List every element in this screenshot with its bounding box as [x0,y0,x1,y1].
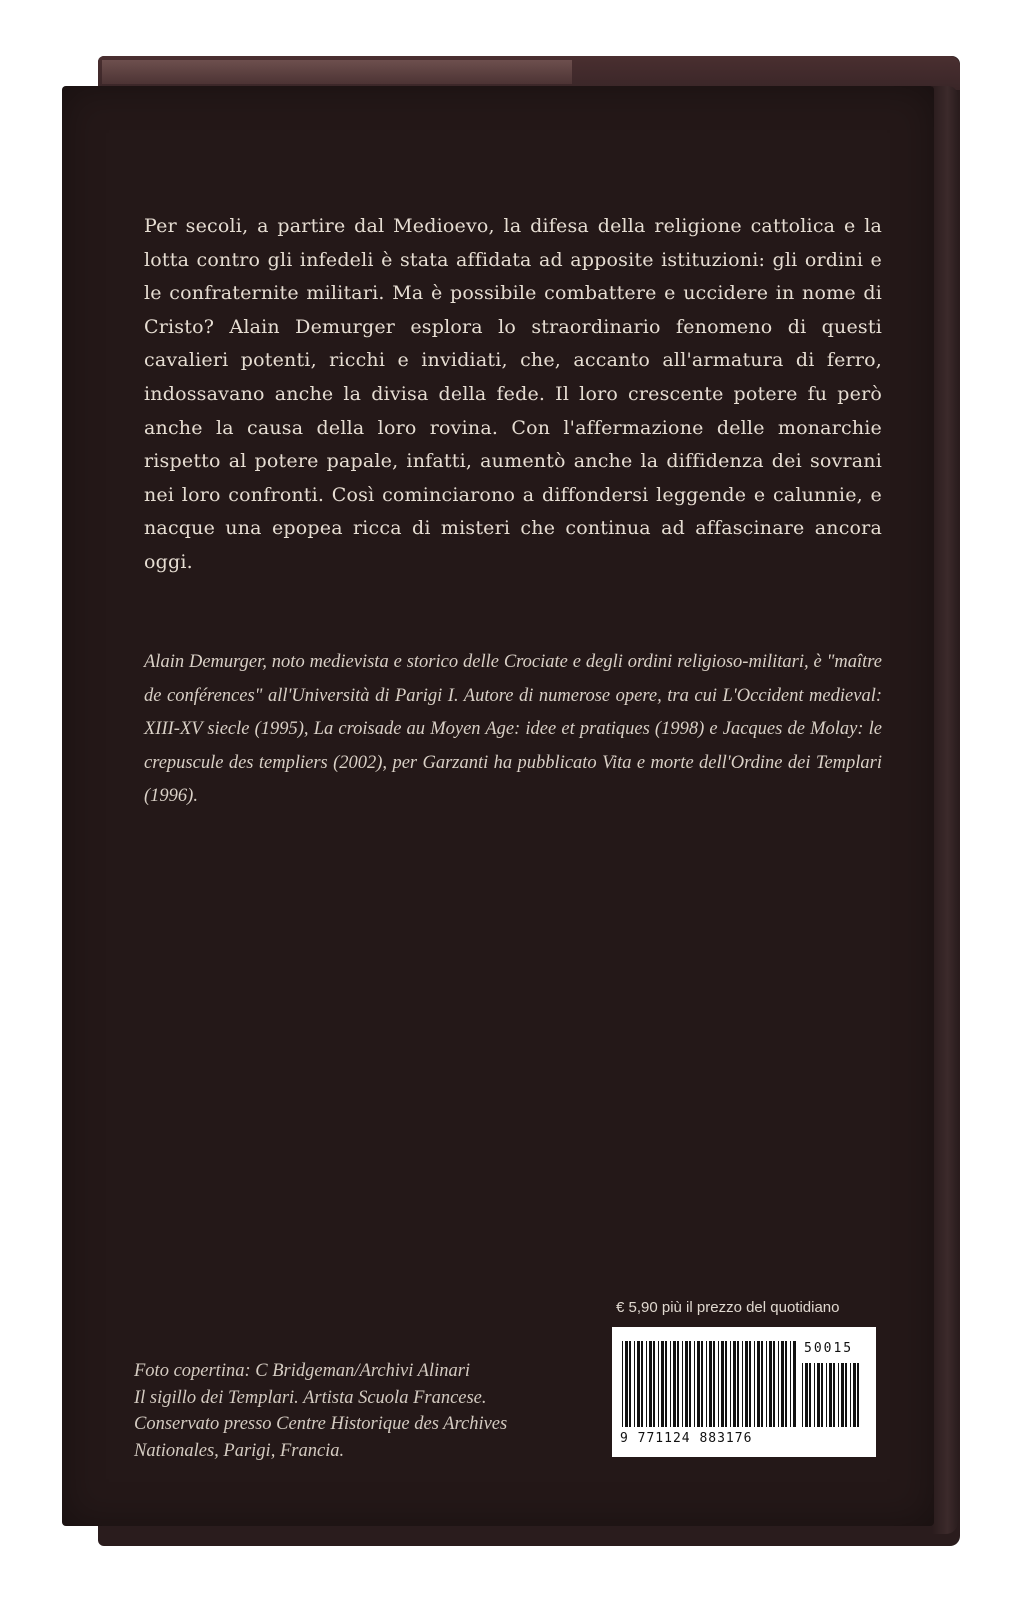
barcode-bar [742,1341,743,1427]
barcode-bar [845,1363,847,1427]
barcode-bar [718,1341,719,1427]
barcode-bar [713,1341,715,1427]
barcode-bar [694,1341,695,1427]
blurb-text: Per secoli, a partire dal Medioevo, la difesa della religione cattolica e la lotta contro gli infedeli è stata affidata ad apposite istituzioni: gli ordini e le confraternite militari. Ma è possibile combattere e uccidere in nome di Cristo? Alain Demurger esplora lo straordinario fenomeno di questi cavalieri potenti, ricchi e invidiati, che, accanto all'armatura di ferro, indossavano anche la divisa della fede. Il loro crescente potere fu però anche la causa della loro rovina. Con l'affermazione delle monarchie rispetto al potere papale, infatti, aumentò anche la diffidenza dei sovrani nei loro confronti. Così cominciarono a diffondersi leggende e calunnie, e nacque una epopea ricca di misteri che continua ad affascinare ancora oggi. [144,215,882,573]
barcode-bar [781,1341,784,1427]
barcode-bars [622,1341,798,1427]
barcode-bar [701,1341,703,1427]
barcode-bar [838,1363,839,1427]
barcode-bar [841,1363,844,1427]
barcode-bar [670,1341,671,1427]
barcode-bar [730,1341,731,1427]
barcode-bar [805,1363,808,1427]
barcode-bar [629,1341,631,1427]
barcode-bar [790,1341,791,1427]
barcode-bar [634,1341,635,1427]
barcode-bar [757,1341,760,1427]
author-bio: Alain Demurger, noto medievista e storico delle Crociate e degli ordini religioso-militari, è "maître de conférences" all'Università di Parigi I. Autore di numerose opere, tra cui L'Occident medieval: XIII-XV siecle (1995), La croisade au Moyen Age: idee et pratiques (1998) e Jacques de Molay: le crepuscule des templiers (2002), per Garzanti ha pubblicato Vita e morte dell'Ordine dei Templari (1996). [144,652,882,806]
barcode-bar [821,1363,823,1427]
barcode-bar [793,1341,796,1427]
barcode-bar [637,1341,640,1427]
barcode-addon-digits: 50015 [804,1341,854,1356]
barcode-bar [761,1341,763,1427]
barcode-bar [646,1341,647,1427]
barcode-bar [766,1341,767,1427]
barcode-bar [857,1363,859,1427]
barcode-bar [749,1341,751,1427]
barcode-bar [853,1363,856,1427]
barcode-bar [709,1341,712,1427]
barcode-bar [653,1341,655,1427]
page-edge [102,60,572,84]
barcode-bar [745,1341,748,1427]
barcode-bar [817,1363,820,1427]
barcode-bar [778,1341,779,1427]
barcode-bar [826,1363,827,1427]
barcode-digits: 9 771124 883176 [620,1431,753,1446]
barcode-bar [785,1341,787,1427]
photo-credits [134,1358,594,1464]
barcode-bar [802,1363,803,1427]
credit-line: Conservato presso Centre Historique des Archives [134,1414,508,1434]
barcode [612,1327,876,1457]
barcode-bar [697,1341,700,1427]
barcode-bar [773,1341,775,1427]
price-label: € 5,90 più il prezzo del quotidiano [616,1299,840,1316]
barcode-bar [850,1363,851,1427]
barcode-bar [677,1341,679,1427]
barcode-bar [733,1341,736,1427]
credit-line: Foto copertina: C Bridgeman/Archivi Alinari [134,1361,471,1381]
barcode-bar [829,1363,832,1427]
barcode-bar [721,1341,724,1427]
barcode-bar [665,1341,667,1427]
barcode-bar [809,1363,811,1427]
credit-line: Il sigillo dei Templari. Artista Scuola Francese. [134,1387,487,1408]
barcode-bar [685,1341,688,1427]
barcode-bar [769,1341,772,1427]
barcode-bar [689,1341,691,1427]
barcode-bar [625,1341,628,1427]
barcode-addon-bars [802,1363,862,1427]
book-spine-edge [932,86,958,1534]
barcode-bar [833,1363,835,1427]
barcode-bar [661,1341,664,1427]
barcode-bar [649,1341,652,1427]
barcode-bar [622,1341,623,1427]
barcode-bar [725,1341,727,1427]
barcode-bar [641,1341,643,1427]
barcode-bar [737,1341,739,1427]
credit-line: Nationales, Parigi, Francia. [134,1440,345,1461]
barcode-bar [658,1341,659,1427]
barcode-bar [682,1341,683,1427]
barcode-bar [706,1341,707,1427]
barcode-bar [673,1341,676,1427]
barcode-bar [814,1363,815,1427]
barcode-bar [754,1341,755,1427]
